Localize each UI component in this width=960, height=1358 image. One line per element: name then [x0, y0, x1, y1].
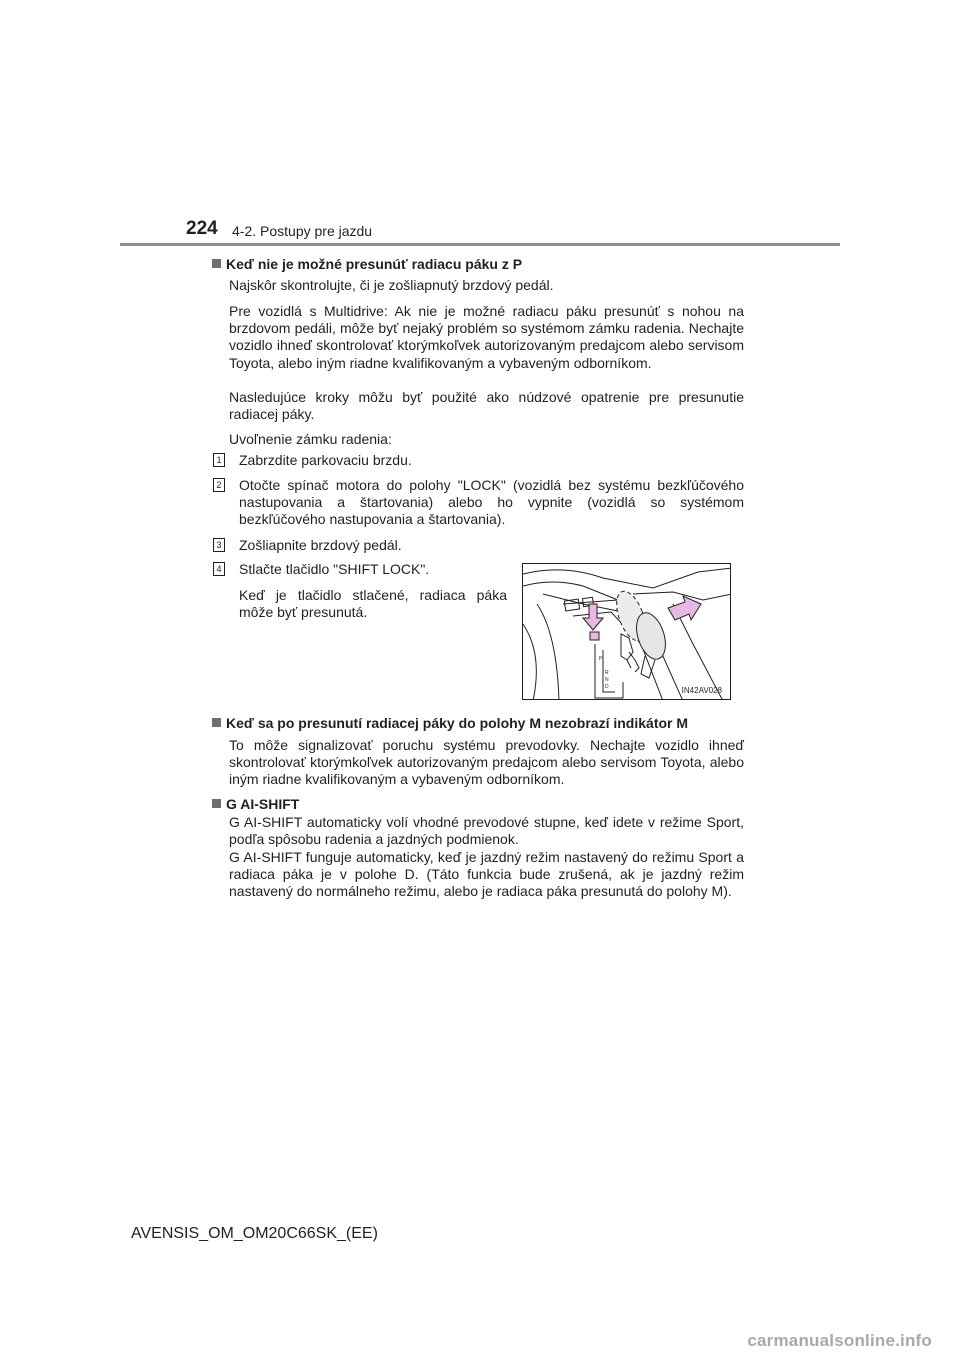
- paragraph: Nasledujúce kroky môžu byť použité ako núdzové opatrenie pre presunutie radiacej páky.: [229, 389, 744, 423]
- paragraph: Najskôr skontrolujte, či je zošliapnutý brzdový pedál.: [229, 277, 554, 293]
- step-note: Keď je tlačidlo stlačené, radiaca páka môže byť presunutá.: [239, 587, 507, 621]
- heading-text: G AI-SHIFT: [226, 796, 300, 812]
- paragraph: To môže signalizovať poruchu systému prevodovky. Nechajte vozidlo ihneď skontrolovať ktorýmkoľvek autorizovaným predajcom alebo servisom Toyota, alebo iným riadne kvalifikovaným a vybaveným odborníkom.: [229, 737, 744, 788]
- svg-text:R: R: [605, 670, 609, 676]
- step-text: Stlačte tlačidlo "SHIFT LOCK".: [239, 561, 430, 577]
- heading-shift-from-p: [212, 256, 522, 273]
- heading-text: Keď nie je možné presunúť radiacu páku z P: [226, 256, 523, 272]
- shift-lever-drawing: [523, 564, 731, 700]
- heading-m-indicator: [212, 715, 688, 732]
- step-text: Zabrzdite parkovaciu brzdu.: [239, 452, 412, 468]
- site-watermark: carmanualsonline.info: [747, 1331, 932, 1350]
- heading-g-ai-shift: [212, 796, 299, 813]
- paragraph: G AI-SHIFT automaticky volí vhodné prevodové stupne, keď idete v režime Sport, podľa spôsobu radenia a jazdných podmienok.: [229, 814, 744, 848]
- shift-lock-illustration: [522, 563, 731, 700]
- document-code: AVENSIS_OM_OM20C66SK_(EE): [131, 1225, 378, 1242]
- figure-code: IN42AV028: [681, 686, 722, 695]
- step-text: Otočte spínač motora do polohy "LOCK" (vozidlá bez systému bezkľúčového nastupovania a štartovania) alebo ho vypnite (vozidlá so systémom bezkľúčového nastupovania a štartovania).: [239, 477, 744, 528]
- step-text: Zošliapnite brzdový pedál.: [239, 537, 402, 553]
- bullet-square-icon: [212, 259, 221, 268]
- paragraph: Pre vozidlá s Multidrive: Ak nie je možné radiacu páku presunúť s nohou na brzdovom pedáli, môže byť nejaký problém so systémom zámku radenia. Nechajte vozidlo ihneď skontrolovať ktorýmkoľvek autorizovaným predajcom alebo servisom Toyota, alebo iným riadne kvalifikovaným a vybaveným odborníkom.: [229, 303, 744, 371]
- heading-text: Keď sa po presunutí radiacej páky do polohy M nezobrazí indikátor M: [226, 715, 689, 731]
- step-number-badge: 4: [213, 562, 225, 576]
- header-divider: [120, 243, 840, 246]
- svg-text:P: P: [599, 656, 603, 662]
- svg-text:D: D: [605, 684, 609, 690]
- svg-text:N: N: [605, 677, 609, 683]
- paragraph: G AI-SHIFT funguje automaticky, keď je jazdný režim nastavený do režimu Sport a radiaca páka je v polohe D. (Táto funkcia bude zrušená, ak je jazdný režim nastavený do normálneho režimu, alebo je radiaca páka presunutá do polohy M).: [229, 849, 744, 900]
- page-number: 224: [186, 218, 218, 239]
- step-number-badge: 3: [213, 538, 225, 552]
- bullet-square-icon: [212, 718, 221, 727]
- section-title: 4-2. Postupy pre jazdu: [232, 223, 373, 239]
- bullet-square-icon: [212, 799, 221, 808]
- step-number-badge: 1: [213, 453, 225, 467]
- paragraph: Uvoľnenie zámku radenia:: [229, 431, 392, 447]
- step-number-badge: 2: [213, 478, 225, 492]
